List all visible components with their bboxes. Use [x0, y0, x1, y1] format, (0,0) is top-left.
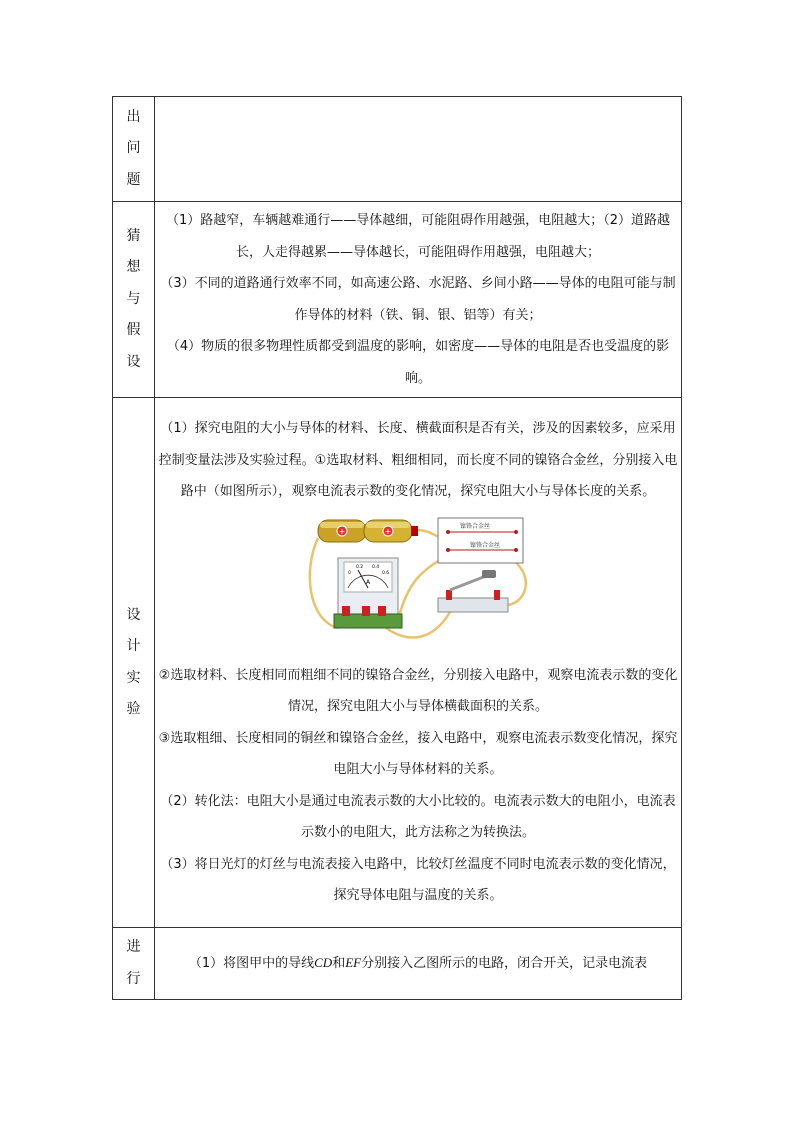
design-paragraph-intro: （1）探究电阻的大小与导体的材料、长度、横截面积是否有关，涉及的因素较多，应采用控制变量法涉及实验过程。①选取材料、粗细相同，而长度不同的镍铬合金丝，分别接入电路中（如图所示），观察电流表示数的变化情况，探究电阻大小与导体长度的关系。: [158, 421, 678, 500]
label-char: 行: [126, 970, 141, 987]
row-label-conduct: [113, 928, 155, 1000]
label-char: 进: [126, 939, 141, 955]
label-char: 设: [126, 353, 141, 370]
label-char: 与: [126, 290, 141, 307]
design-paragraph: （2）转化法：电阻大小是通过电流表示数的大小比较的。电流表示数大的电阻小，电流表示数小的电阻大，此方法称之为转换法。: [160, 793, 676, 841]
label-char: 出: [126, 108, 141, 125]
row-design-experiment: [113, 398, 682, 928]
conduct-text: 和: [332, 956, 346, 972]
tick-label: 0.6: [382, 570, 390, 576]
design-paragraph: ③选取粗细、长度相同的铜丝和镍铬合金丝，接入电路中，观察电流表示数变化情况，探究电阻大小与导体材料的关系。: [158, 730, 678, 778]
conduct-paragraph: [155, 947, 681, 980]
ammeter-icon: [334, 558, 402, 628]
row-content-conduct: [155, 928, 682, 1000]
tick-label: 0.2: [356, 564, 364, 570]
row-content-hypothesis: [155, 202, 682, 398]
label-char: 假: [126, 322, 141, 339]
hypothesis-paragraph: （3）不同的道路通行效率不同，如高速公路、水泥路、乡间小路——导体的电阻可能与制作导体的材料（铁、铜、银、铝等）有关；: [160, 276, 676, 323]
design-paragraph: （3）将日光灯的灯丝与电流表接入电路中，比较灯丝温度不同时电流表示数的变化情况，探究导体电阻与温度的关系。: [160, 856, 676, 904]
wire-label-1: 镍铬合金丝: [460, 522, 491, 530]
tick-label: 0: [348, 570, 351, 576]
battery-icon: [318, 520, 418, 542]
switch-icon: [438, 570, 508, 612]
resistance-board: [438, 518, 523, 563]
label-char: 题: [126, 171, 141, 188]
wire-label-2: 镍铬合金丝: [470, 541, 501, 549]
conduct-text: （1）将图甲中的导线: [188, 956, 315, 972]
row-conduct: [113, 928, 682, 1000]
tick-label: 0.4: [372, 564, 380, 570]
label-char: 猜: [126, 227, 141, 244]
row-ask-question: [113, 97, 682, 202]
row-label-hypothesis: [113, 202, 155, 398]
svg-text:+: +: [384, 526, 392, 536]
label-char: 验: [126, 701, 141, 717]
row-hypothesis: [113, 202, 682, 398]
conduct-variable: EF: [345, 955, 362, 971]
hypothesis-paragraph: （4）物质的很多物理性质都受到温度的影响，如密度——导体的电阻是否也受温度的影响。: [166, 339, 670, 386]
design-paragraph: ②选取材料、长度相同而粗细不同的镍铬合金丝，分别接入电路中，观察电流表示数的变化情况，探究电阻大小与导体横截面积的关系。: [158, 667, 678, 715]
conduct-text: 分别接入乙图所示的电路，闭合开关，记录电流表: [361, 956, 648, 972]
svg-text:+: +: [338, 526, 346, 536]
experiment-table: [112, 96, 682, 1000]
conduct-variable: CD: [314, 955, 333, 971]
label-char: 实: [126, 669, 141, 686]
row-content-ask-question: [155, 97, 682, 202]
label-char: 想: [126, 259, 141, 276]
row-content-design-experiment: [155, 398, 682, 928]
label-char: 问: [126, 140, 141, 157]
label-char: 设: [126, 606, 141, 623]
row-label-design-experiment: [113, 398, 155, 928]
circuit-figure: [298, 510, 538, 660]
label-char: 计: [126, 638, 141, 654]
hypothesis-paragraph: （1）路越窄，车辆越难通行——导体越细，可能阻碍作用越强，电阻越大；（2）道路越长，人走得越累——导体越长，可能阻碍作用越强，电阻越大；: [165, 213, 671, 260]
meter-letter: A: [365, 578, 371, 586]
row-label-ask-question: [113, 97, 155, 202]
